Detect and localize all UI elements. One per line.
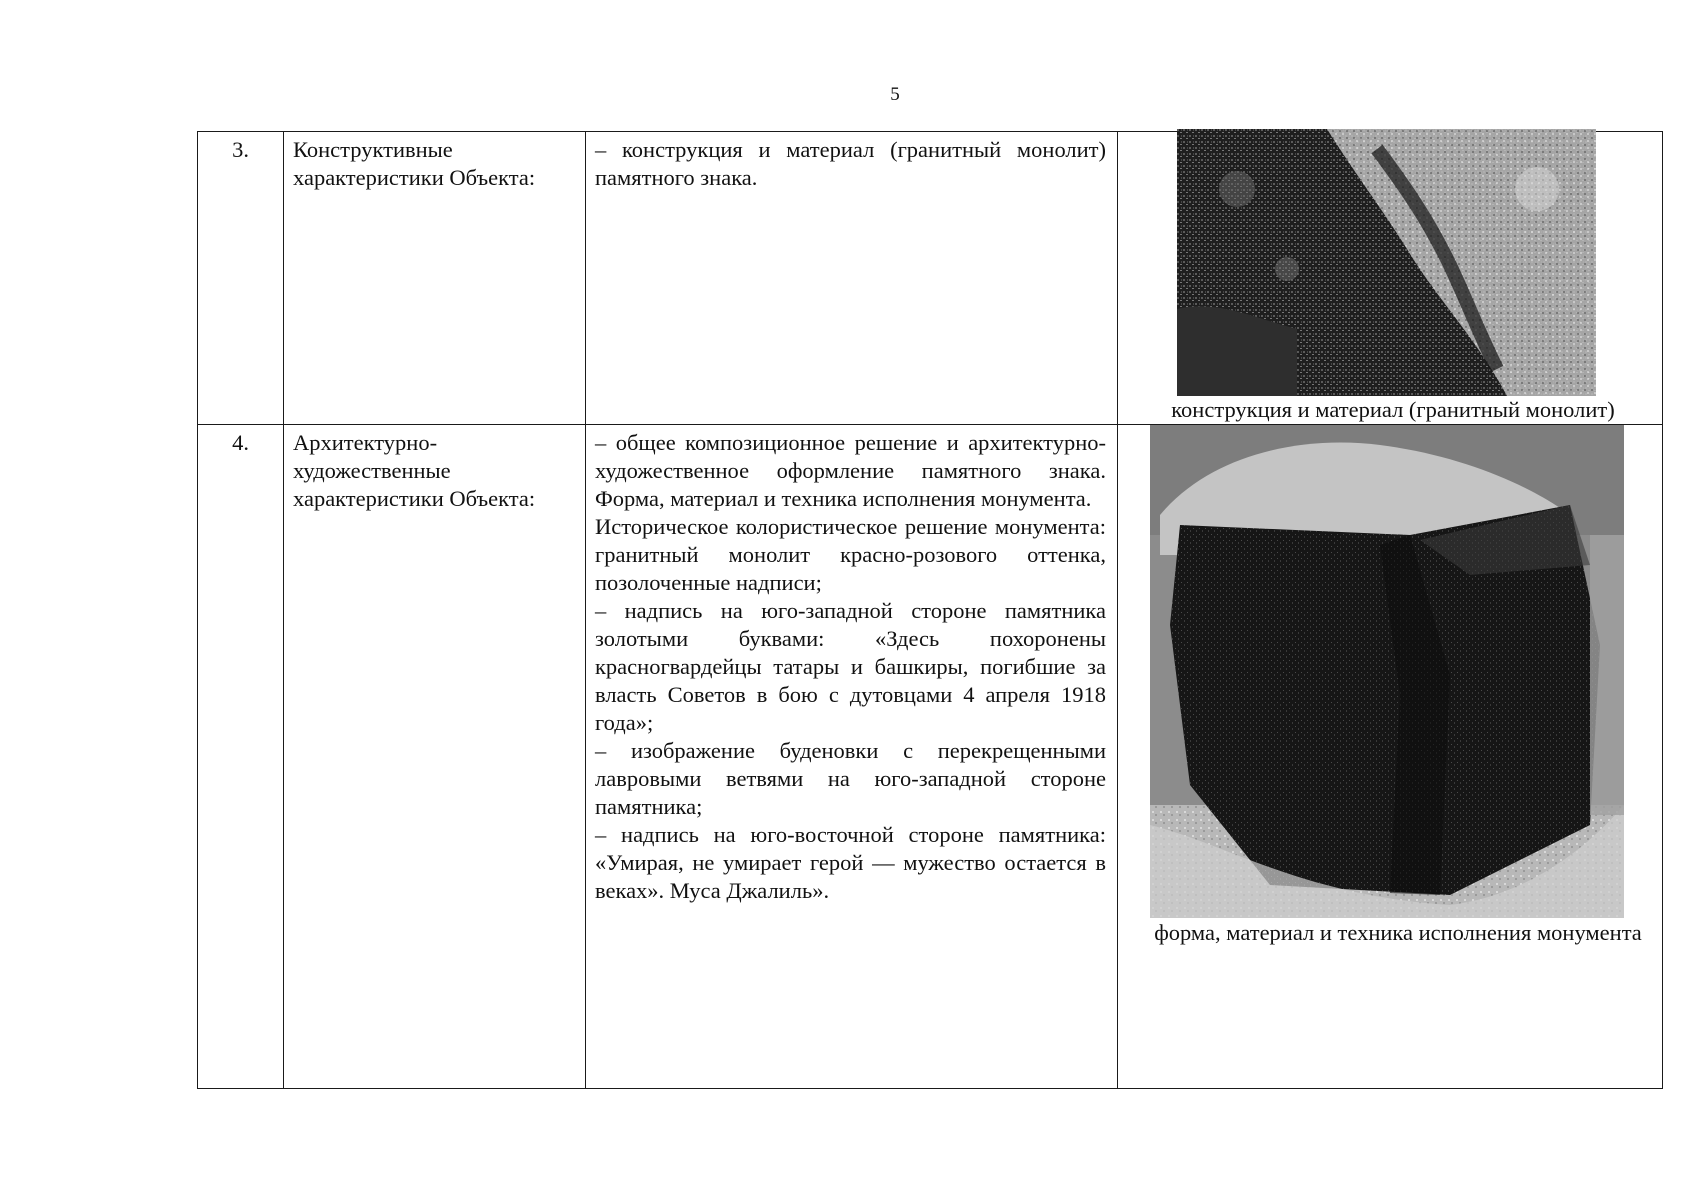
characteristic-name: Конструктивные характеристики Объекта: (284, 132, 586, 425)
photo-cell (1118, 425, 1663, 1089)
monument-photo (1150, 425, 1624, 918)
table-row (198, 132, 1663, 425)
description-paragraph: – конструкция и материал (гранитный монолит) памятного знака. (595, 137, 1106, 190)
characteristic-description (586, 132, 1118, 425)
description-paragraph: – общее композиционное решение и архитектурно-художественное оформление памятного знака. Форма, материал и техника исполнения монумента. (595, 430, 1106, 511)
page-number: 5 (890, 84, 900, 105)
characteristics-table (197, 131, 1663, 1089)
characteristic-description (586, 425, 1118, 1089)
description-paragraph: – надпись на юго-восточной стороне памятника: «Умирая, не умирает герой — мужество остается в веках». Муса Джалиль». (595, 822, 1106, 903)
characteristic-name: Архитектурно-художественные характеристики Объекта: (284, 425, 586, 1089)
photo-cell (1118, 132, 1663, 425)
description-paragraph: – надпись на юго-западной стороне памятника золотыми буквами: «Здесь похоронены красногвардейцы татары и башкиры, погибшие за власть Советов в бою с дутовцами 4 апреля 1918 года»; (595, 598, 1106, 735)
row-number: 4. (198, 425, 284, 1089)
table-row (198, 425, 1663, 1089)
description-paragraph: Историческое колористическое решение монумента: гранитный монолит красно-розового оттенка, позолоченные надписи; (595, 514, 1106, 595)
granite-monolith-photo (1177, 129, 1596, 396)
row-number: 3. (198, 132, 284, 425)
photo-caption: форма, материал и техника исполнения монумента (1154, 920, 1642, 945)
photo-caption: конструкция и материал (гранитный монолит) (1171, 397, 1615, 422)
description-paragraph: – изображение буденовки с перекрещенными лавровыми ветвями на юго-западной стороне памятника; (595, 738, 1106, 819)
